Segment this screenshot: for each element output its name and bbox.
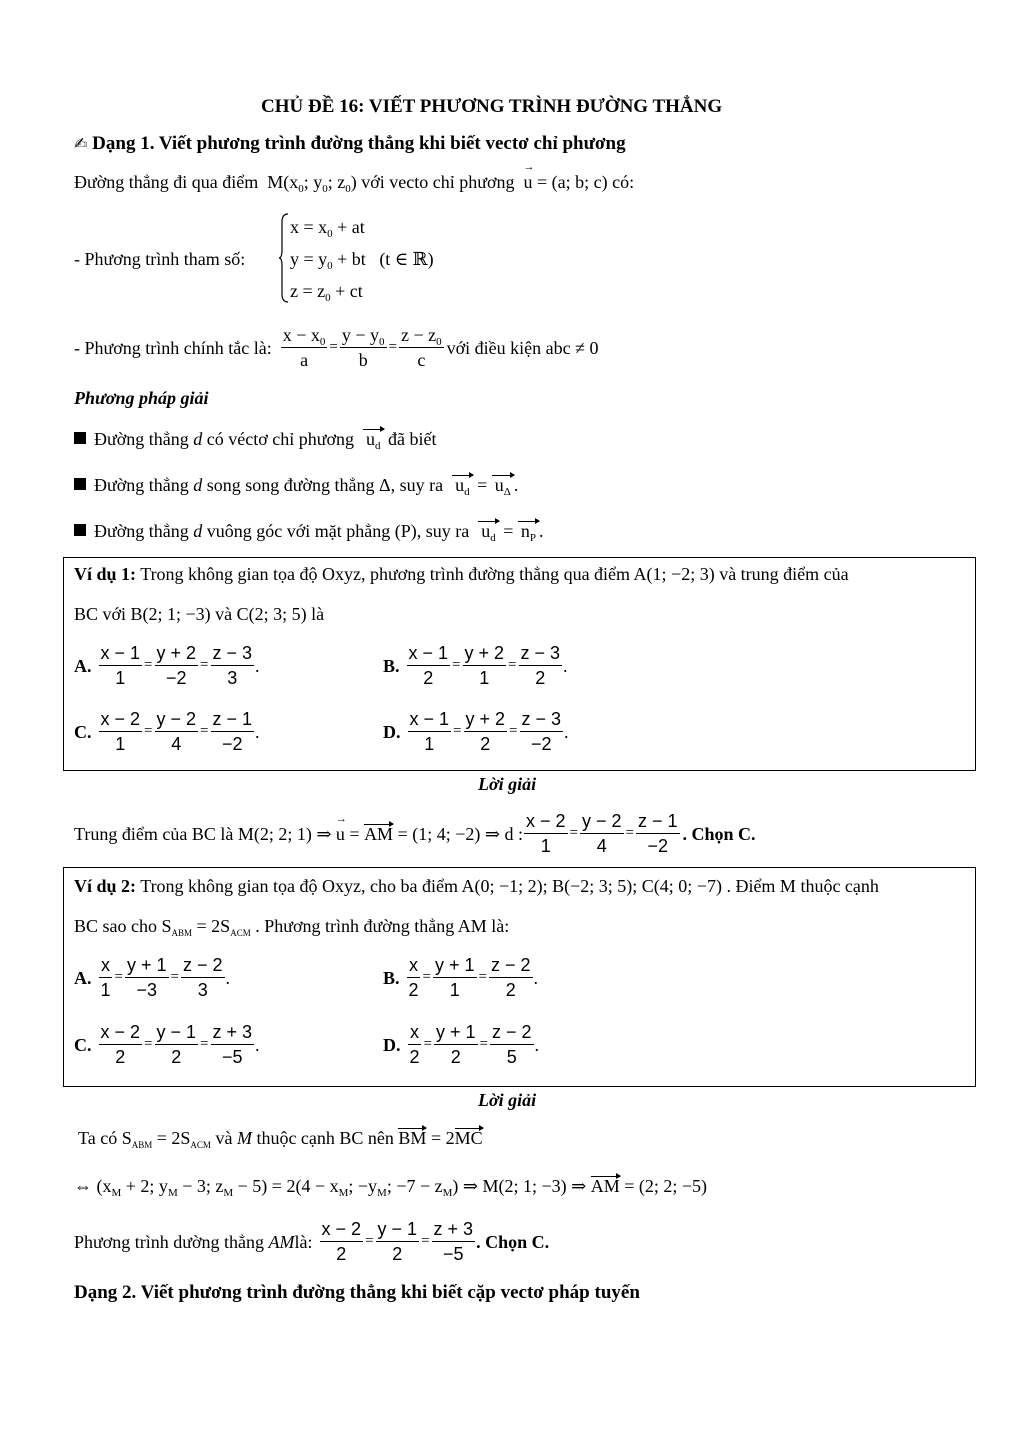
example-1-option-b[interactable]: B. $\frac{x - 1}{2}$ = $\frac{y + 2}{1}$ = $\frac{z - 3}{2}$ . <box>383 643 568 688</box>
page-title: CHỦ ĐỀ 16: VIẾT PHƯƠNG TRÌNH ĐƯỜNG THẲNG <box>261 96 723 117</box>
intro-mid: với vecto chỉ phương <box>361 172 515 192</box>
intro-text: Đường thẳng đi qua điểm <box>74 172 259 192</box>
example-2-option-d[interactable]: D. $\frac{x}{2}$ = $\frac{y + 1}{2}$ = $\frac{z - 2}{5}$ . <box>383 1022 540 1067</box>
example-1-line-2: BC với B(2; 1; −3) và C(2; 3; 5) là <box>74 604 325 624</box>
canonical-condition: với điều kiện abc ≠ 0 <box>446 337 599 358</box>
example-1-option-a[interactable]: A. $\frac{x - 1}{1}$ = $\frac{y + 2}{-2}$ = $\frac{z - 3}{3}$ . <box>74 643 260 688</box>
canonical-frac-z: $\frac{z - z_0}{c}$ <box>401 325 442 370</box>
vector-u: → u <box>524 173 533 191</box>
square-bullet-icon <box>74 524 86 536</box>
example-1-line-1: Ví dụ 1: Trong không gian tọa độ Oxyz, phương trình đường thẳng qua điểm A(1; −2; 3) và trung điểm của <box>74 564 849 584</box>
method-bullet-3: Đường thẳng d vuông góc với mặt phẳng (P), suy ra $u_d = n_P$ . <box>74 522 544 540</box>
example-2-solution-line-3: Phương trình dường thẳng AM là: $\frac{x - 2}{2}$ = $\frac{y - 1}{2}$ = $\frac{z + 3}{-5}$ . Chọn C. <box>74 1219 550 1264</box>
brace-icon <box>278 212 290 304</box>
example-1-solution: Trung điểm của BC là M(2; 2; 1) ⇒ → u = AM = (1; 4; −2) ⇒ d : $\frac{x - 2}{1}$ = $\frac{y - 2}{4}$ = $\frac{z - 1}{-2}$ . Chọn C. <box>74 812 756 856</box>
section-1-title: Dạng 1. Viết phương trình đường thẳng khi biết vectơ chỉ phương <box>92 133 626 154</box>
method-bullet-1: Đường thẳng d có véctơ chỉ phương $u_d$ đã biết <box>74 430 437 448</box>
example-2-option-a[interactable]: A. $\frac{x}{1}$ = $\frac{y + 1}{-3}$ = $\frac{z - 2}{3}$ . <box>74 955 231 1000</box>
example-2-solution-heading: Lời giải <box>478 1090 537 1110</box>
canonical-frac-x: $\frac{x - x_0}{a}$ <box>282 325 326 370</box>
section-2-heading: Dạng 2. Viết phương trình đường thẳng khi biết cặp vectơ pháp tuyến <box>74 1282 640 1303</box>
example-2-option-b[interactable]: B. $\frac{x}{2}$ = $\frac{y + 1}{1}$ = $\frac{z - 2}{2}$ . <box>383 955 539 1000</box>
section-1-heading <box>74 134 626 153</box>
method-heading: Phương pháp giải <box>74 388 209 408</box>
param-line-z: $z = z_0$ + ct <box>290 281 363 304</box>
example-1-solution-heading: Lời giải <box>478 774 537 794</box>
example-2-line-1: Ví dụ 2: Trong không gian tọa độ Oxyz, cho ba điểm A(0; −1; 2); B(−2; 3; 5); C(4; 0; −7) . Điểm M thuộc cạnh <box>74 876 879 896</box>
param-label: - Phương trình tham số: <box>74 249 246 269</box>
param-line-y: $y = y_0$ + bt (t ∈ ℝ) <box>290 249 434 272</box>
point-m: $M(x_0$; $y_0$; $z_0$) <box>267 172 357 195</box>
example-2-solution-line-1: Ta có $S_{ABM} = 2S_{ACM}$ và M thuộc cạnh BC nên BM = 2MC <box>78 1128 483 1150</box>
example-2-option-c[interactable]: C. $\frac{x - 2}{2}$ = $\frac{y - 1}{2}$ = $\frac{z + 3}{-5}$ . <box>74 1022 260 1067</box>
method-bullet-2: Đường thẳng d song song đường thẳng Δ, suy ra $u_d = u_\Delta$ . <box>74 476 518 494</box>
example-2-solution-line-2: ⇔ ($x_M + 2$; $y_M - 3$; $z_M - 5) = 2(4 - x_M$; $-y_M$; $-7 - z_M$) ⇒ M(2; 1; −3) ⇒ AM = (2; 2; −5) <box>74 1176 708 1199</box>
canonical-line: - Phương trình chính tắc là: $\frac{x - x_0}{a}$ = $\frac{y - y_0}{b}$ = $\frac{z - z_0}{c}$ với điều kiện abc ≠ 0 <box>74 325 599 370</box>
intro-vec: = (a; b; c) có: <box>537 172 635 192</box>
param-domain: (t ∈ ℝ) <box>379 249 434 269</box>
example-2-line-2: BC sao cho $S_{ABM} = 2S_{ACM}$ . Phương trình đường thẳng AM là: <box>74 916 510 938</box>
canonical-label: - Phương trình chính tắc là: <box>74 337 272 358</box>
writing-hand-icon: ✍ <box>74 134 88 153</box>
example-1-option-d[interactable]: D. $\frac{x - 1}{1}$ = $\frac{y + 2}{2}$ = $\frac{z - 3}{-2}$ . <box>383 709 569 754</box>
param-line-x: $x = x_0$ + at <box>290 217 365 240</box>
square-bullet-icon <box>74 432 86 444</box>
intro-line <box>74 172 635 195</box>
canonical-frac-y: $\frac{y - y_0}{b}$ <box>341 325 385 370</box>
square-bullet-icon <box>74 478 86 490</box>
example-1-option-c[interactable]: C. $\frac{x - 2}{1}$ = $\frac{y - 2}{4}$ = $\frac{z - 1}{-2}$ . <box>74 709 260 754</box>
